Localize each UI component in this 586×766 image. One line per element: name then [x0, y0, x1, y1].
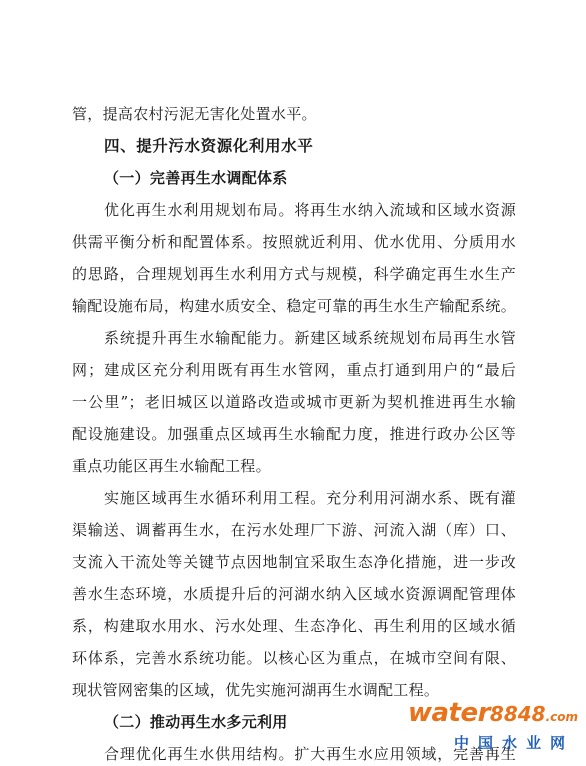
paragraph-line: 实施区域再生水循环利用工程。充分利用河湖水系、既有灌 — [104, 489, 516, 507]
paragraph-line: 环体系，完善水系统功能。以核心区为重点，在城市空间有限、 — [72, 649, 516, 667]
paragraph-line: 系，构建取水用水、污水处理、生态净化、再生利用的区域水循 — [72, 617, 516, 635]
section-heading: 四、提升污水资源化利用水平 — [104, 137, 314, 155]
paragraph-line: 一公里”；老旧城区以道路改造或城市更新为契机推进再生水输 — [72, 393, 516, 411]
paragraph-line: 供需平衡分析和配置体系。按照就近利用、优水优用、分质用水 — [72, 233, 516, 251]
paragraph-line: 优化再生水利用规划布局。将再生水纳入流域和区域水资源 — [104, 201, 516, 219]
paragraph-line: 管，提高农村污泥无害化处置水平。 — [72, 105, 317, 123]
paragraph-line: 现状管网密集的区域，优先实施河湖再生水调配工程。 — [72, 681, 440, 699]
paragraph-line: 配设施建设。加强重点区域再生水输配力度，推进行政办公区等 — [72, 425, 516, 443]
subsection-heading: （一）完善再生水调配体系 — [104, 169, 288, 187]
watermark-wordmark — [408, 698, 578, 728]
paragraph-line: 合理优化再生水供用结构。扩大再生水应用领域，完善再生 — [104, 745, 516, 763]
watermark-suffix: .com — [545, 710, 578, 724]
paragraph-line: 输配设施布局，构建水质安全、稳定可靠的再生水生产输配系统。 — [72, 297, 516, 315]
watermark-logo — [407, 698, 578, 754]
watermark-number: 8848 — [489, 702, 546, 726]
subsection-heading: （二）推动再生水多元利用 — [104, 713, 288, 731]
paragraph-line: 支流入干流处等关键节点因地制宜采取生态净化措施，进一步改 — [72, 553, 516, 571]
paragraph-line: 系统提升再生水输配能力。新建区域系统规划布局再生水管 — [104, 329, 516, 347]
paragraph-line: 网；建成区充分利用既有再生水管网，重点打通到用户的“最后 — [72, 361, 516, 379]
paragraph-line: 重点功能区再生水输配工程。 — [72, 457, 271, 475]
paragraph-line: 善水生态环境，水质提升后的河湖水纳入区域水资源调配管理体 — [72, 585, 516, 603]
paragraph-line: 的思路，合理规划再生水利用方式与规模，科学确定再生水生产 — [72, 265, 516, 283]
watermark-word: water — [407, 698, 490, 728]
paragraph-line: 渠输送、调蓄再生水，在污水处理厂下游、河流入湖（库）口、 — [72, 521, 516, 539]
watermark-site-name: 中国水业网 — [453, 734, 574, 752]
